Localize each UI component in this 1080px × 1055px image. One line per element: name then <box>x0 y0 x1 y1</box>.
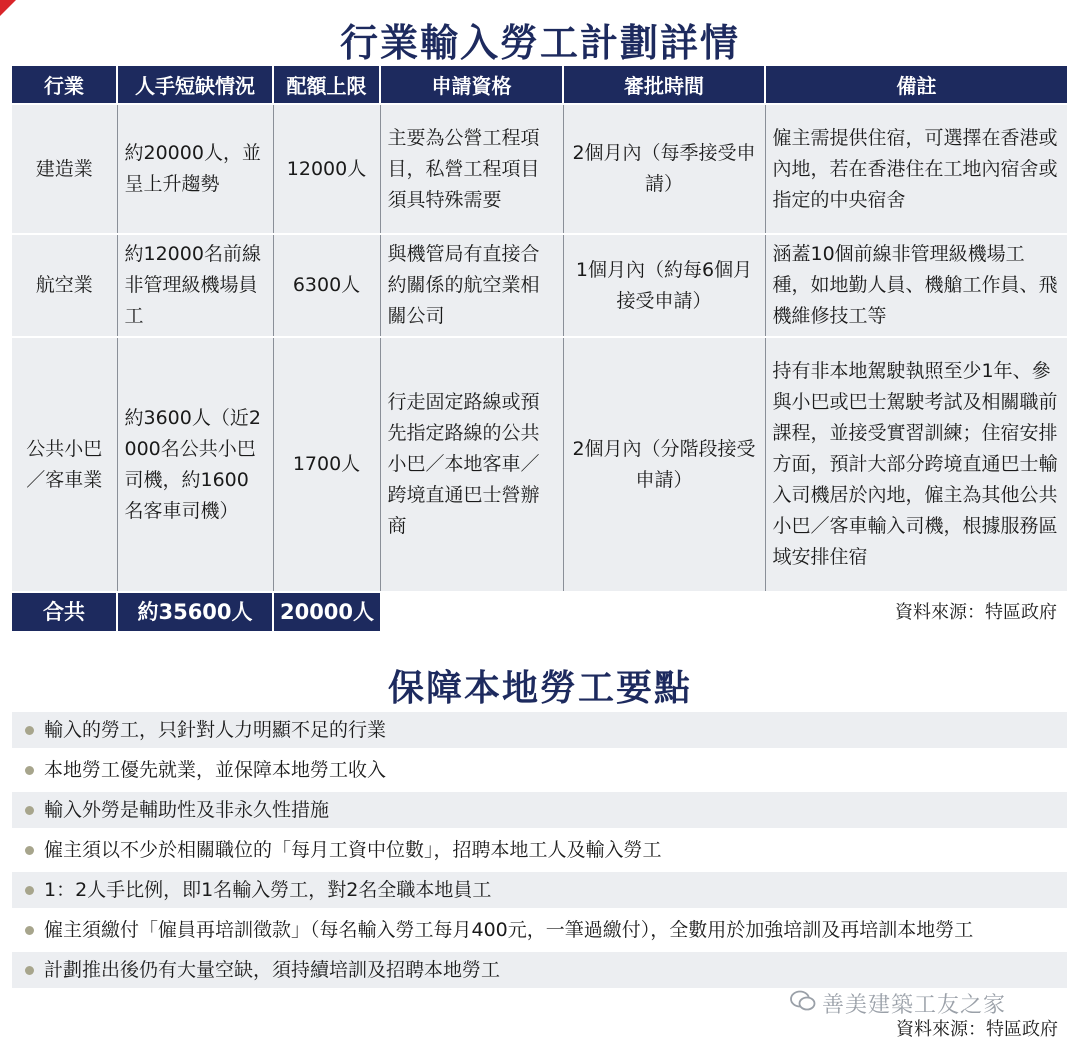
cell-shortage: 約20000人，並呈上升趨勢 <box>117 104 273 234</box>
cell-remarks: 持有非本地駕駛執照至少1年、參與小巴或巴士駕駛考試及相關職前課程，並接受實習訓練；住宿安排方面，預計大部分跨境直通巴士輸入司機居於內地，僱主為其他公共小巴／客車輸入司機，根據服務區域安排住宿 <box>765 337 1067 592</box>
list-item-text: 僱主須繳付「僱員再培訓徵款」（每名輸入勞工每月400元，一筆過繳付），全數用於加強培訓及再培訓本地勞工 <box>44 919 974 941</box>
bullet-dot-icon <box>25 926 34 935</box>
cell-eligibility: 行走固定路線或預先指定路線的公共小巴／本地客車／跨境直通巴士營辦商 <box>380 337 563 592</box>
list-item-text: 僱主須以不少於相關職位的「每月工資中位數」，招聘本地工人及輸入勞工 <box>44 839 662 861</box>
list-item <box>12 792 1067 828</box>
list-item-text: 本地勞工優先就業，並保障本地勞工收入 <box>44 759 387 781</box>
list-item <box>12 752 1067 788</box>
header-remarks: 備註 <box>765 66 1067 104</box>
bullet-dot-icon <box>25 886 34 895</box>
header-approval: 審批時間 <box>563 66 765 104</box>
header-eligibility: 申請資格 <box>380 66 563 104</box>
cell-approval: 1個月內（約每6個月接受申請） <box>563 234 765 337</box>
cell-approval: 2個月內（分階段接受申請） <box>563 337 765 592</box>
header-shortage: 人手短缺情況 <box>117 66 273 104</box>
total-label: 合共 <box>12 592 117 631</box>
cell-industry: 公共小巴／客車業 <box>12 337 117 592</box>
bullet-dot-icon <box>25 846 34 855</box>
wechat-icon <box>790 990 816 1018</box>
cell-quota: 12000人 <box>273 104 380 234</box>
list-item-text: 輸入的勞工，只針對人力明顯不足的行業 <box>44 719 387 741</box>
cell-industry: 航空業 <box>12 234 117 337</box>
bullet-dot-icon <box>25 806 34 815</box>
bullet-dot-icon <box>25 966 34 975</box>
page-title: 行業輸入勞工計劃詳情 <box>339 21 740 65</box>
list-item <box>12 952 1067 988</box>
bullet-dot-icon <box>25 766 34 775</box>
table-total-row <box>12 592 1067 631</box>
table-header-row <box>12 66 1067 104</box>
total-quota: 20000人 <box>273 592 380 631</box>
cell-eligibility: 主要為公營工程項目，私營工程項目須具特殊需要 <box>380 104 563 234</box>
points-source: 資料來源：特區政府 <box>896 1019 1058 1040</box>
list-item <box>12 712 1067 748</box>
cell-eligibility: 與機管局有直接合約關係的航空業相關公司 <box>380 234 563 337</box>
list-item-text: 輸入外勞是輔助性及非永久性措施 <box>44 799 330 821</box>
cell-shortage: 約3600人（近2000名公共小巴司機，約1600名客車司機） <box>117 337 273 592</box>
table-row <box>12 234 1067 337</box>
list-item <box>12 912 1067 948</box>
cell-quota: 6300人 <box>273 234 380 337</box>
table-row <box>12 337 1067 592</box>
cell-quota: 1700人 <box>273 337 380 592</box>
list-item <box>12 872 1067 908</box>
list-item-text: 1：2人手比例，即1名輸入勞工，對2名全職本地員工 <box>44 879 492 901</box>
cell-shortage: 約12000名前線非管理級機場員工 <box>117 234 273 337</box>
watermark-text: 善美建築工友之家 <box>822 993 1007 1018</box>
section-title: 保障本地勞工要點 <box>387 668 692 709</box>
header-industry: 行業 <box>12 66 117 104</box>
bullet-dot-icon <box>25 726 34 735</box>
total-shortage: 約35600人 <box>117 592 273 631</box>
cell-industry: 建造業 <box>12 104 117 234</box>
list-item-text: 計劃推出後仍有大量空缺，須持續培訓及招聘本地勞工 <box>44 959 501 981</box>
table-source: 資料來源：特區政府 <box>380 592 1067 631</box>
labour-import-table <box>12 66 1067 631</box>
cell-remarks: 僱主需提供住宿，可選擇在香港或內地，若在香港住在工地內宿舍或指定的中央宿舍 <box>765 104 1067 234</box>
table-row <box>12 104 1067 234</box>
cell-remarks: 涵蓋10個前線非管理級機場工種，如地勤人員、機艙工作員、飛機維修技工等 <box>765 234 1067 337</box>
points-list <box>12 712 1067 992</box>
header-quota: 配額上限 <box>273 66 380 104</box>
list-item <box>12 832 1067 868</box>
cell-approval: 2個月內（每季接受申請） <box>563 104 765 234</box>
